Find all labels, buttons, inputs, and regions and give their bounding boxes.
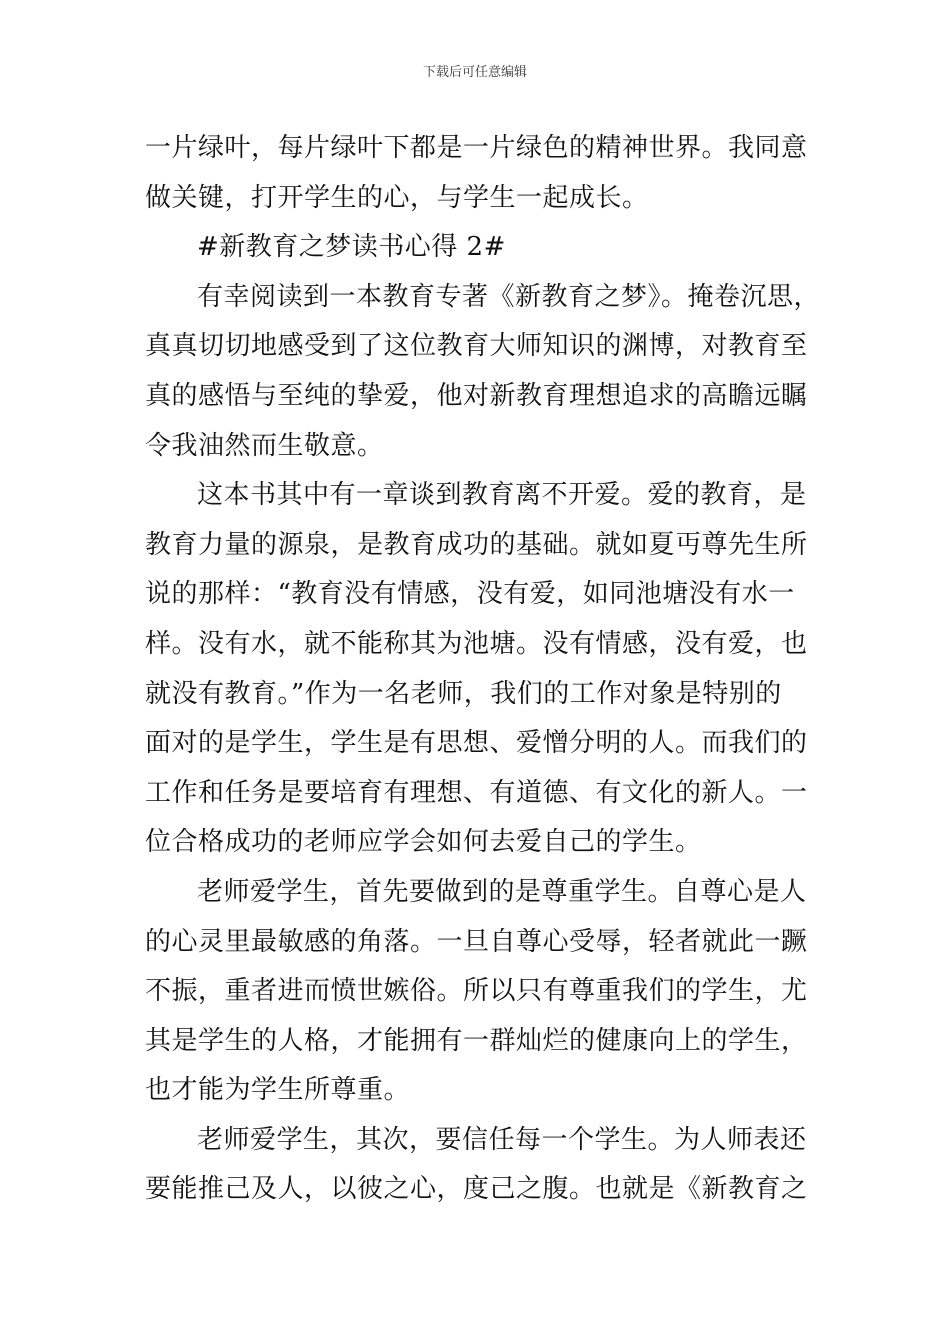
page-header: 下载后可任意编辑 (422, 65, 527, 80)
text-line: 老师爱学生，其次，要信任每一个学生。为人师表还 (197, 1124, 807, 1155)
text-line: 不振，重者进而愤世嫉俗。所以只有尊重我们的学生，尤 (145, 976, 808, 1007)
section-heading: #新教育之梦读书心得 2# (197, 232, 506, 263)
text-line: 做关键，打开学生的心，与学生一起成长。 (145, 182, 649, 213)
text-line: 有幸阅读到一本教育专著《新教育之梦》。掩卷沉思， (197, 281, 821, 312)
text-line: 面对的是学生，学生是有思想、爱憎分明的人。而我们的 (145, 728, 808, 759)
text-line: 位合格成功的老师应学会如何去爱自己的学生。 (145, 827, 702, 858)
text-line: 这本书其中有一章谈到教育离不开爱。爱的教育，是 (197, 480, 807, 511)
text-line: 其是学生的人格，才能拥有一群灿烂的健康向上的学生， (145, 1025, 808, 1056)
text-line: 也才能为学生所尊重。 (145, 1075, 411, 1106)
text-line: 要能推己及人，以彼之心，度己之腹。也就是《新教育之 (145, 1174, 808, 1205)
text-line: 样。没有水，就不能称其为池塘。没有情感，没有爱，也 (145, 628, 808, 659)
text-line: 说的那样：“教育没有情感，没有爱，如同池塘没有水一 (145, 579, 795, 610)
text-line: 的心灵里最敏感的角落。一旦自尊心受辱，轻者就此一蹶 (145, 926, 808, 957)
text-line: 真的感悟与至纯的挚爱，他对新教育理想追求的高瞻远瞩 (145, 380, 808, 411)
text-line: 就没有教育。”作为一名老师，我们的工作对象是特别的 (145, 678, 782, 709)
text-line: 一片绿叶，每片绿叶下都是一片绿色的精神世界。我同意 (145, 133, 808, 163)
text-line: 工作和任务是要培育有理想、有道德、有文化的新人。一 (145, 777, 808, 808)
text-line: 真真切切地感受到了这位教育大师知识的渊博，对教育至 (145, 331, 808, 362)
document-body (145, 124, 821, 1215)
text-line: 教育力量的源泉，是教育成功的基础。就如夏丏尊先生所 (145, 529, 808, 560)
text-line: 老师爱学生，首先要做到的是尊重学生。自尊心是人 (197, 876, 807, 907)
text-line: 令我油然而生敬意。 (145, 430, 384, 461)
